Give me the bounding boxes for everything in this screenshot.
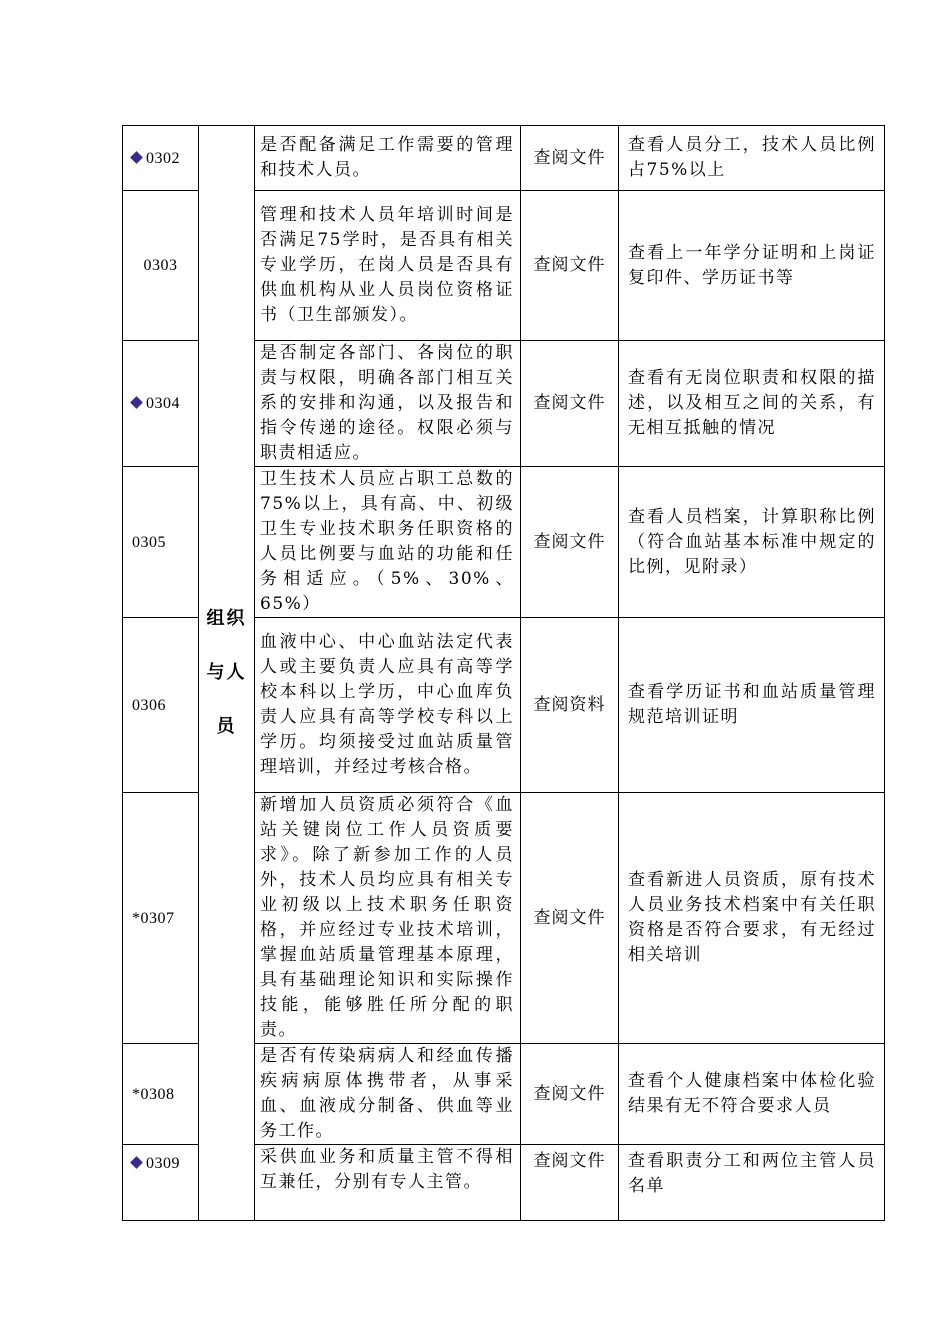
requirement-text: 是否有传染病病人和经血传播疾病病原体携带者，从事采血、血液成分制备、供血等业务工作。: [260, 1046, 514, 1141]
method-text: 查阅文件: [533, 531, 606, 552]
item-code: *0308: [132, 1085, 175, 1103]
check-text: 查看个人健康档案中体检化验结果有无不符合要求人员: [628, 1071, 876, 1116]
item-code-cell: [123, 1145, 199, 1221]
check-text: 查看人员分工，技术人员比例占75%以上: [628, 135, 876, 180]
requirement-cell: [255, 1044, 521, 1145]
requirement-cell: [255, 618, 521, 793]
item-code-cell: [123, 126, 199, 191]
method-cell: [521, 467, 619, 618]
check-text: 查看上一年学分证明和上岗证复印件、学历证书等: [628, 242, 876, 288]
item-code: 0304: [146, 395, 180, 412]
requirement-text: 是否制定各部门、各岗位的职责与权限，明确各部门相互关系的安排和沟通，以及报告和指令传递的途径。权限必须与职责相适应。: [260, 343, 514, 463]
check-cell: [619, 126, 885, 191]
diamond-marker-icon: [130, 396, 143, 409]
item-code-cell: [123, 1044, 199, 1145]
check-text: 查看有无岗位职责和权限的描述，以及相互之间的关系，有无相互抵触的情况: [628, 368, 876, 438]
check-cell: [619, 618, 885, 793]
method-cell: [521, 1145, 619, 1221]
method-cell: [521, 1044, 619, 1145]
item-code: 0302: [146, 149, 180, 167]
diamond-marker-icon: [130, 151, 143, 164]
check-cell: [619, 793, 885, 1044]
item-code-cell: [123, 793, 199, 1044]
diamond-marker-icon: [130, 1156, 143, 1169]
check-cell: [619, 467, 885, 618]
category-label: 组织 与人 员: [206, 608, 247, 737]
requirement-cell: [255, 1145, 521, 1221]
method-text: 查阅资料: [533, 694, 606, 715]
requirement-cell: [255, 467, 521, 618]
check-text: 查看学历证书和血站质量管理规范培训证明: [628, 682, 876, 727]
item-code-cell: [123, 191, 199, 341]
requirement-cell: [255, 793, 521, 1044]
evaluation-table: [122, 125, 885, 1221]
item-code: 0306: [132, 696, 166, 714]
requirement-text: 是否配备满足工作需要的管理和技术人员。: [260, 135, 514, 180]
check-cell: [619, 1145, 885, 1221]
check-cell: [619, 191, 885, 341]
check-text: 查看职责分工和两位主管人员名单: [628, 1151, 876, 1196]
requirement-text: 血液中心、中心血站法定代表人或主要负责人应具有高等学校本科以上学历，中心血库负责人应具有高等学校专科以上学历。均须接受过血站质量管理培训，并经过考核合格。: [260, 632, 514, 777]
table-row: [123, 126, 885, 191]
requirement-cell: [255, 191, 521, 341]
method-cell: [521, 191, 619, 341]
check-cell: [619, 1044, 885, 1145]
check-text: 查看新进人员资质，原有技术人员业务技术档案中有关任职资格是否符合要求，有无经过相关培训: [628, 870, 876, 965]
item-code-cell: [123, 618, 199, 793]
requirement-text: 新增加人员资质必须符合《血站关键岗位工作人员资质要求》。除了新参加工作的人员外，技术人员均应具有相关专业初级以上技术职务任职资格，并应经过专业技术培训，掌握血站质量管理基本原理，具有基础理论知识和实际操作技能，能够胜任所分配的职责。: [260, 795, 514, 1040]
item-code-cell: [123, 467, 199, 618]
requirement-cell: [255, 341, 521, 467]
method-text: 查阅文件: [533, 1151, 606, 1171]
item-code: 0309: [146, 1155, 180, 1172]
item-code: 0305: [132, 533, 166, 551]
method-cell: [521, 341, 619, 467]
method-text: 查阅文件: [533, 255, 606, 275]
category-cell: [199, 126, 255, 1221]
method-text: 查阅文件: [533, 1083, 606, 1104]
requirement-text: 采供血业务和质量主管不得相互兼任，分别有专人主管。: [260, 1147, 514, 1192]
method-text: 查阅文件: [533, 393, 606, 413]
method-cell: [521, 793, 619, 1044]
item-code: 0303: [143, 257, 178, 274]
item-code: *0307: [132, 909, 175, 927]
method-cell: [521, 618, 619, 793]
method-text: 查阅文件: [533, 907, 606, 928]
method-text: 查阅文件: [533, 147, 606, 168]
requirement-cell: [255, 126, 521, 191]
check-cell: [619, 341, 885, 467]
requirement-text: 管理和技术人员年培训时间是否满足75学时，是否具有相关专业学历，在岗人员是否具有供血机构从业人员岗位资格证书（卫生部颁发）。: [260, 205, 514, 325]
check-text: 查看人员档案，计算职称比例（符合血站基本标准中规定的比例，见附录）: [628, 506, 876, 577]
item-code-cell: [123, 341, 199, 467]
method-cell: [521, 126, 619, 191]
requirement-text: 卫生技术人员应占职工总数的75%以上，具有高、中、初级卫生专业技术职务任职资格的人员比例要与血站的功能和任务相适应。（5%、30%、65%）: [260, 469, 514, 614]
